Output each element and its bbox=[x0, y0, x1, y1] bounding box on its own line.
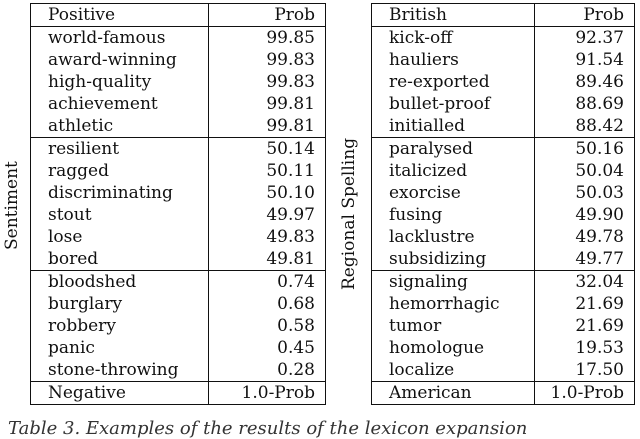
prob-cell: 49.83 bbox=[266, 227, 315, 247]
table-row bbox=[372, 315, 635, 337]
table-row bbox=[31, 293, 326, 315]
table-row bbox=[372, 248, 635, 271]
word-cell: italicized bbox=[372, 160, 535, 182]
prob-cell: 49.81 bbox=[209, 248, 326, 271]
prob-cell: 99.81 bbox=[266, 94, 315, 114]
table-row bbox=[31, 271, 326, 294]
word-cell: bored bbox=[31, 248, 209, 271]
prob-cell: 92.37 bbox=[575, 28, 624, 48]
word-cell: achievement bbox=[31, 93, 209, 115]
word-cell: athletic bbox=[31, 115, 209, 138]
sentiment-table-body bbox=[31, 4, 326, 405]
word-cell: ragged bbox=[31, 160, 209, 182]
table-row bbox=[372, 27, 635, 50]
prob-cell: 50.03 bbox=[575, 183, 624, 203]
table-row bbox=[31, 115, 326, 138]
word-cell: panic bbox=[31, 337, 209, 359]
word-cell: tumor bbox=[372, 315, 535, 337]
prob-cell: 89.46 bbox=[575, 72, 624, 92]
prob-cell: 91.54 bbox=[575, 50, 624, 70]
prob-cell: 0.58 bbox=[277, 316, 315, 336]
table-row bbox=[31, 248, 326, 271]
prob-cell: 99.85 bbox=[266, 28, 315, 48]
word-cell: stone-throwing bbox=[31, 359, 209, 382]
spelling-table bbox=[371, 3, 635, 405]
word-cell: hemorrhagic bbox=[372, 293, 535, 315]
table-row bbox=[31, 204, 326, 226]
table-header-row bbox=[31, 4, 326, 27]
prob-cell: 49.97 bbox=[266, 205, 315, 225]
sentiment-axis-label: Sentiment bbox=[2, 161, 22, 250]
table-row bbox=[31, 138, 326, 161]
table-row bbox=[31, 337, 326, 359]
word-cell: resilient bbox=[31, 138, 209, 161]
table-caption: Table 3. Examples of the results of the lexicon expansion bbox=[8, 418, 528, 439]
word-cell: world-famous bbox=[31, 27, 209, 50]
prob-cell: 88.42 bbox=[535, 115, 635, 138]
table-row bbox=[31, 71, 326, 93]
prob-cell: 49.78 bbox=[575, 227, 624, 247]
table-footer-row bbox=[31, 382, 326, 405]
footer-prob: 1.0-Prob bbox=[241, 383, 315, 403]
word-cell: burglary bbox=[31, 293, 209, 315]
prob-cell: 49.77 bbox=[535, 248, 635, 271]
prob-cell: 50.14 bbox=[266, 139, 315, 159]
prob-cell: 49.90 bbox=[575, 205, 624, 225]
table-row bbox=[31, 49, 326, 71]
table-row bbox=[372, 71, 635, 93]
word-cell: fusing bbox=[372, 204, 535, 226]
prob-cell: 50.16 bbox=[575, 139, 624, 159]
header-prob: Prob bbox=[209, 4, 326, 27]
prob-cell: 32.04 bbox=[575, 272, 624, 292]
table-row bbox=[372, 337, 635, 359]
footer-word: Negative bbox=[31, 382, 209, 405]
word-cell: stout bbox=[31, 204, 209, 226]
table-header-row bbox=[372, 4, 635, 27]
word-cell: high-quality bbox=[31, 71, 209, 93]
table-row bbox=[372, 226, 635, 248]
prob-cell: 19.53 bbox=[575, 338, 624, 358]
sentiment-table bbox=[30, 3, 326, 405]
word-cell: localize bbox=[372, 359, 535, 382]
prob-cell: 50.11 bbox=[266, 161, 315, 181]
prob-cell: 88.69 bbox=[575, 94, 624, 114]
table-row bbox=[31, 315, 326, 337]
word-cell: signaling bbox=[372, 271, 535, 294]
table-row bbox=[372, 49, 635, 71]
prob-cell: 0.68 bbox=[277, 294, 315, 314]
word-cell: bloodshed bbox=[31, 271, 209, 294]
word-cell: discriminating bbox=[31, 182, 209, 204]
prob-cell: 0.28 bbox=[209, 359, 326, 382]
prob-cell: 50.04 bbox=[575, 161, 624, 181]
table-row bbox=[31, 93, 326, 115]
word-cell: exorcise bbox=[372, 182, 535, 204]
table-row bbox=[372, 115, 635, 138]
prob-cell: 21.69 bbox=[575, 316, 624, 336]
table-row bbox=[31, 160, 326, 182]
header-word: Positive bbox=[31, 4, 209, 27]
table-row bbox=[372, 93, 635, 115]
spelling-table-body bbox=[372, 4, 635, 405]
word-cell: homologue bbox=[372, 337, 535, 359]
header-prob: Prob bbox=[535, 4, 635, 27]
footer-prob: 1.0-Prob bbox=[550, 383, 624, 403]
word-cell: hauliers bbox=[372, 49, 535, 71]
word-cell: lacklustre bbox=[372, 226, 535, 248]
word-cell: subsidizing bbox=[372, 248, 535, 271]
header-word: British bbox=[372, 4, 535, 27]
prob-cell: 17.50 bbox=[535, 359, 635, 382]
word-cell: initialled bbox=[372, 115, 535, 138]
table-row bbox=[372, 138, 635, 161]
table-row bbox=[372, 271, 635, 294]
word-cell: re-exported bbox=[372, 71, 535, 93]
prob-cell: 99.83 bbox=[266, 72, 315, 92]
word-cell: bullet-proof bbox=[372, 93, 535, 115]
table-row bbox=[372, 160, 635, 182]
prob-cell: 99.81 bbox=[209, 115, 326, 138]
prob-cell: 0.74 bbox=[277, 272, 315, 292]
word-cell: paralysed bbox=[372, 138, 535, 161]
prob-cell: 21.69 bbox=[575, 294, 624, 314]
prob-cell: 50.10 bbox=[266, 183, 315, 203]
prob-cell: 0.45 bbox=[277, 338, 315, 358]
table-row bbox=[31, 226, 326, 248]
prob-cell: 99.83 bbox=[266, 50, 315, 70]
table-row bbox=[372, 204, 635, 226]
table-row bbox=[31, 182, 326, 204]
table-row bbox=[31, 27, 326, 50]
table-row bbox=[31, 359, 326, 382]
word-cell: lose bbox=[31, 226, 209, 248]
word-cell: robbery bbox=[31, 315, 209, 337]
spelling-axis-label: Regional Spelling bbox=[339, 137, 359, 290]
table-row bbox=[372, 182, 635, 204]
word-cell: award-winning bbox=[31, 49, 209, 71]
table-row bbox=[372, 359, 635, 382]
footer-word: American bbox=[372, 382, 535, 405]
table-footer-row bbox=[372, 382, 635, 405]
word-cell: kick-off bbox=[372, 27, 535, 50]
table-row bbox=[372, 293, 635, 315]
